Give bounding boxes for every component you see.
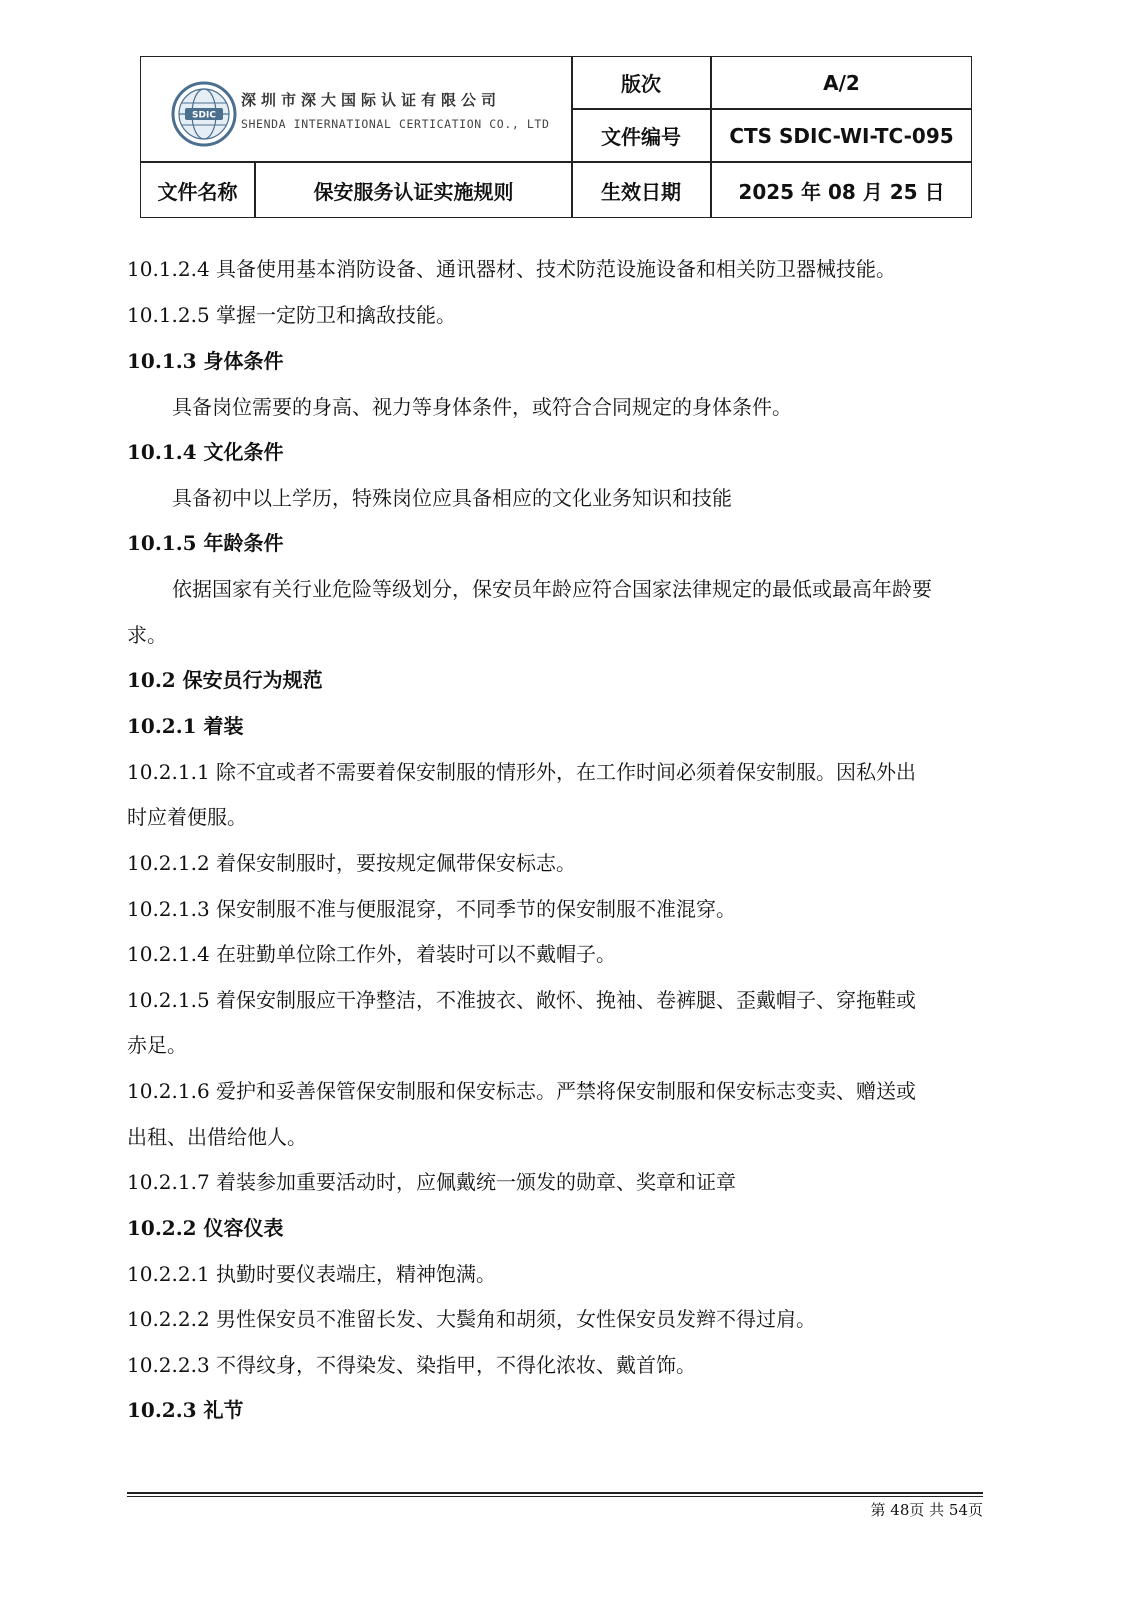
section-heading: 10.2.1 着装 <box>127 714 244 738</box>
paragraph-text: 求。 <box>127 623 167 647</box>
svg-text:SDIC: SDIC <box>192 110 216 121</box>
clause-text: 10.2.1.1 除不宜或者不需要着保安制服的情形外，在工作时间必须着保安制服。因私外出 <box>127 760 917 784</box>
clause-text: 10.2.1.2 着保安制服时，要按规定佩带保安标志。 <box>127 851 577 875</box>
clause-text: 10.1.2.4 具备使用基本消防设备、通讯器材、技术防范设施设备和相关防卫器械技能。 <box>127 257 897 281</box>
clause-text: 10.2.1.3 保安制服不准与便服混穿，不同季节的保安制服不准混穿。 <box>127 897 737 921</box>
document-number-label: 文件编号 <box>601 125 681 149</box>
document-number-value: CTS SDIC-WI-TC-095 <box>729 123 954 148</box>
effective-date-value: 2025 年 08 月 25 日 <box>738 179 945 204</box>
footer-divider <box>127 1492 983 1494</box>
clause-text: 10.1.2.5 掌握一定防卫和擒敌技能。 <box>127 303 457 327</box>
paragraph-text: 依据国家有关行业危险等级划分，保安员年龄应符合国家法律规定的最低或最高年龄要 <box>172 577 932 601</box>
section-heading: 10.1.5 年龄条件 <box>127 531 284 555</box>
clause-text: 10.2.1.5 着保安制服应干净整洁，不准披衣、敞怀、挽袖、卷裤腿、歪戴帽子、穿拖鞋或 <box>127 988 917 1012</box>
document-name-value: 保安服务认证实施规则 <box>313 179 514 204</box>
company-name-cn: 深圳市深大国际认证有限公司 <box>241 91 502 109</box>
clause-text: 出租、出借给他人。 <box>127 1125 307 1149</box>
clause-text: 时应着便服。 <box>127 805 247 829</box>
section-heading: 10.2.2 仪容仪表 <box>127 1216 284 1240</box>
clause-text: 10.2.1.4 在驻勤单位除工作外，着装时可以不戴帽子。 <box>127 942 617 966</box>
section-heading: 10.2.3 礼节 <box>127 1398 244 1422</box>
effective-date-label: 生效日期 <box>601 179 681 204</box>
company-name-en: SHENDA INTERNATIONAL CERTICATION CO., LTD <box>241 117 550 131</box>
version-value: A/2 <box>823 70 860 95</box>
company-emblem-icon <box>171 81 237 147</box>
section-heading: 10.1.4 文化条件 <box>127 440 284 464</box>
document-header-table <box>140 56 972 218</box>
paragraph-text: 具备初中以上学历，特殊岗位应具备相应的文化业务知识和技能 <box>172 486 732 510</box>
page-number: 第 48页 共 54页 <box>870 1501 983 1519</box>
clause-text: 10.2.2.3 不得纹身，不得染发、染指甲，不得化浓妆、戴首饰。 <box>127 1353 697 1377</box>
section-heading: 10.1.3 身体条件 <box>127 349 284 373</box>
clause-text: 10.2.2.2 男性保安员不准留长发、大鬓角和胡须，女性保安员发辫不得过肩。 <box>127 1307 817 1331</box>
clause-text: 10.2.1.7 着装参加重要活动时，应佩戴统一颁发的勋章、奖章和证章 <box>127 1170 737 1194</box>
document-name-label: 文件名称 <box>157 179 238 204</box>
version-label: 版次 <box>621 72 661 96</box>
section-heading: 10.2 保安员行为规范 <box>127 668 323 692</box>
clause-text: 10.2.2.1 执勤时要仪表端庄，精神饱满。 <box>127 1262 497 1286</box>
paragraph-text: 具备岗位需要的身高、视力等身体条件，或符合合同规定的身体条件。 <box>172 395 792 419</box>
footer-divider <box>127 1496 983 1497</box>
clause-text: 赤足。 <box>127 1033 187 1057</box>
clause-text: 10.2.1.6 爱护和妥善保管保安制服和保安标志。严禁将保安制服和保安标志变卖、赠送或 <box>127 1079 917 1103</box>
company-logo <box>171 81 581 151</box>
